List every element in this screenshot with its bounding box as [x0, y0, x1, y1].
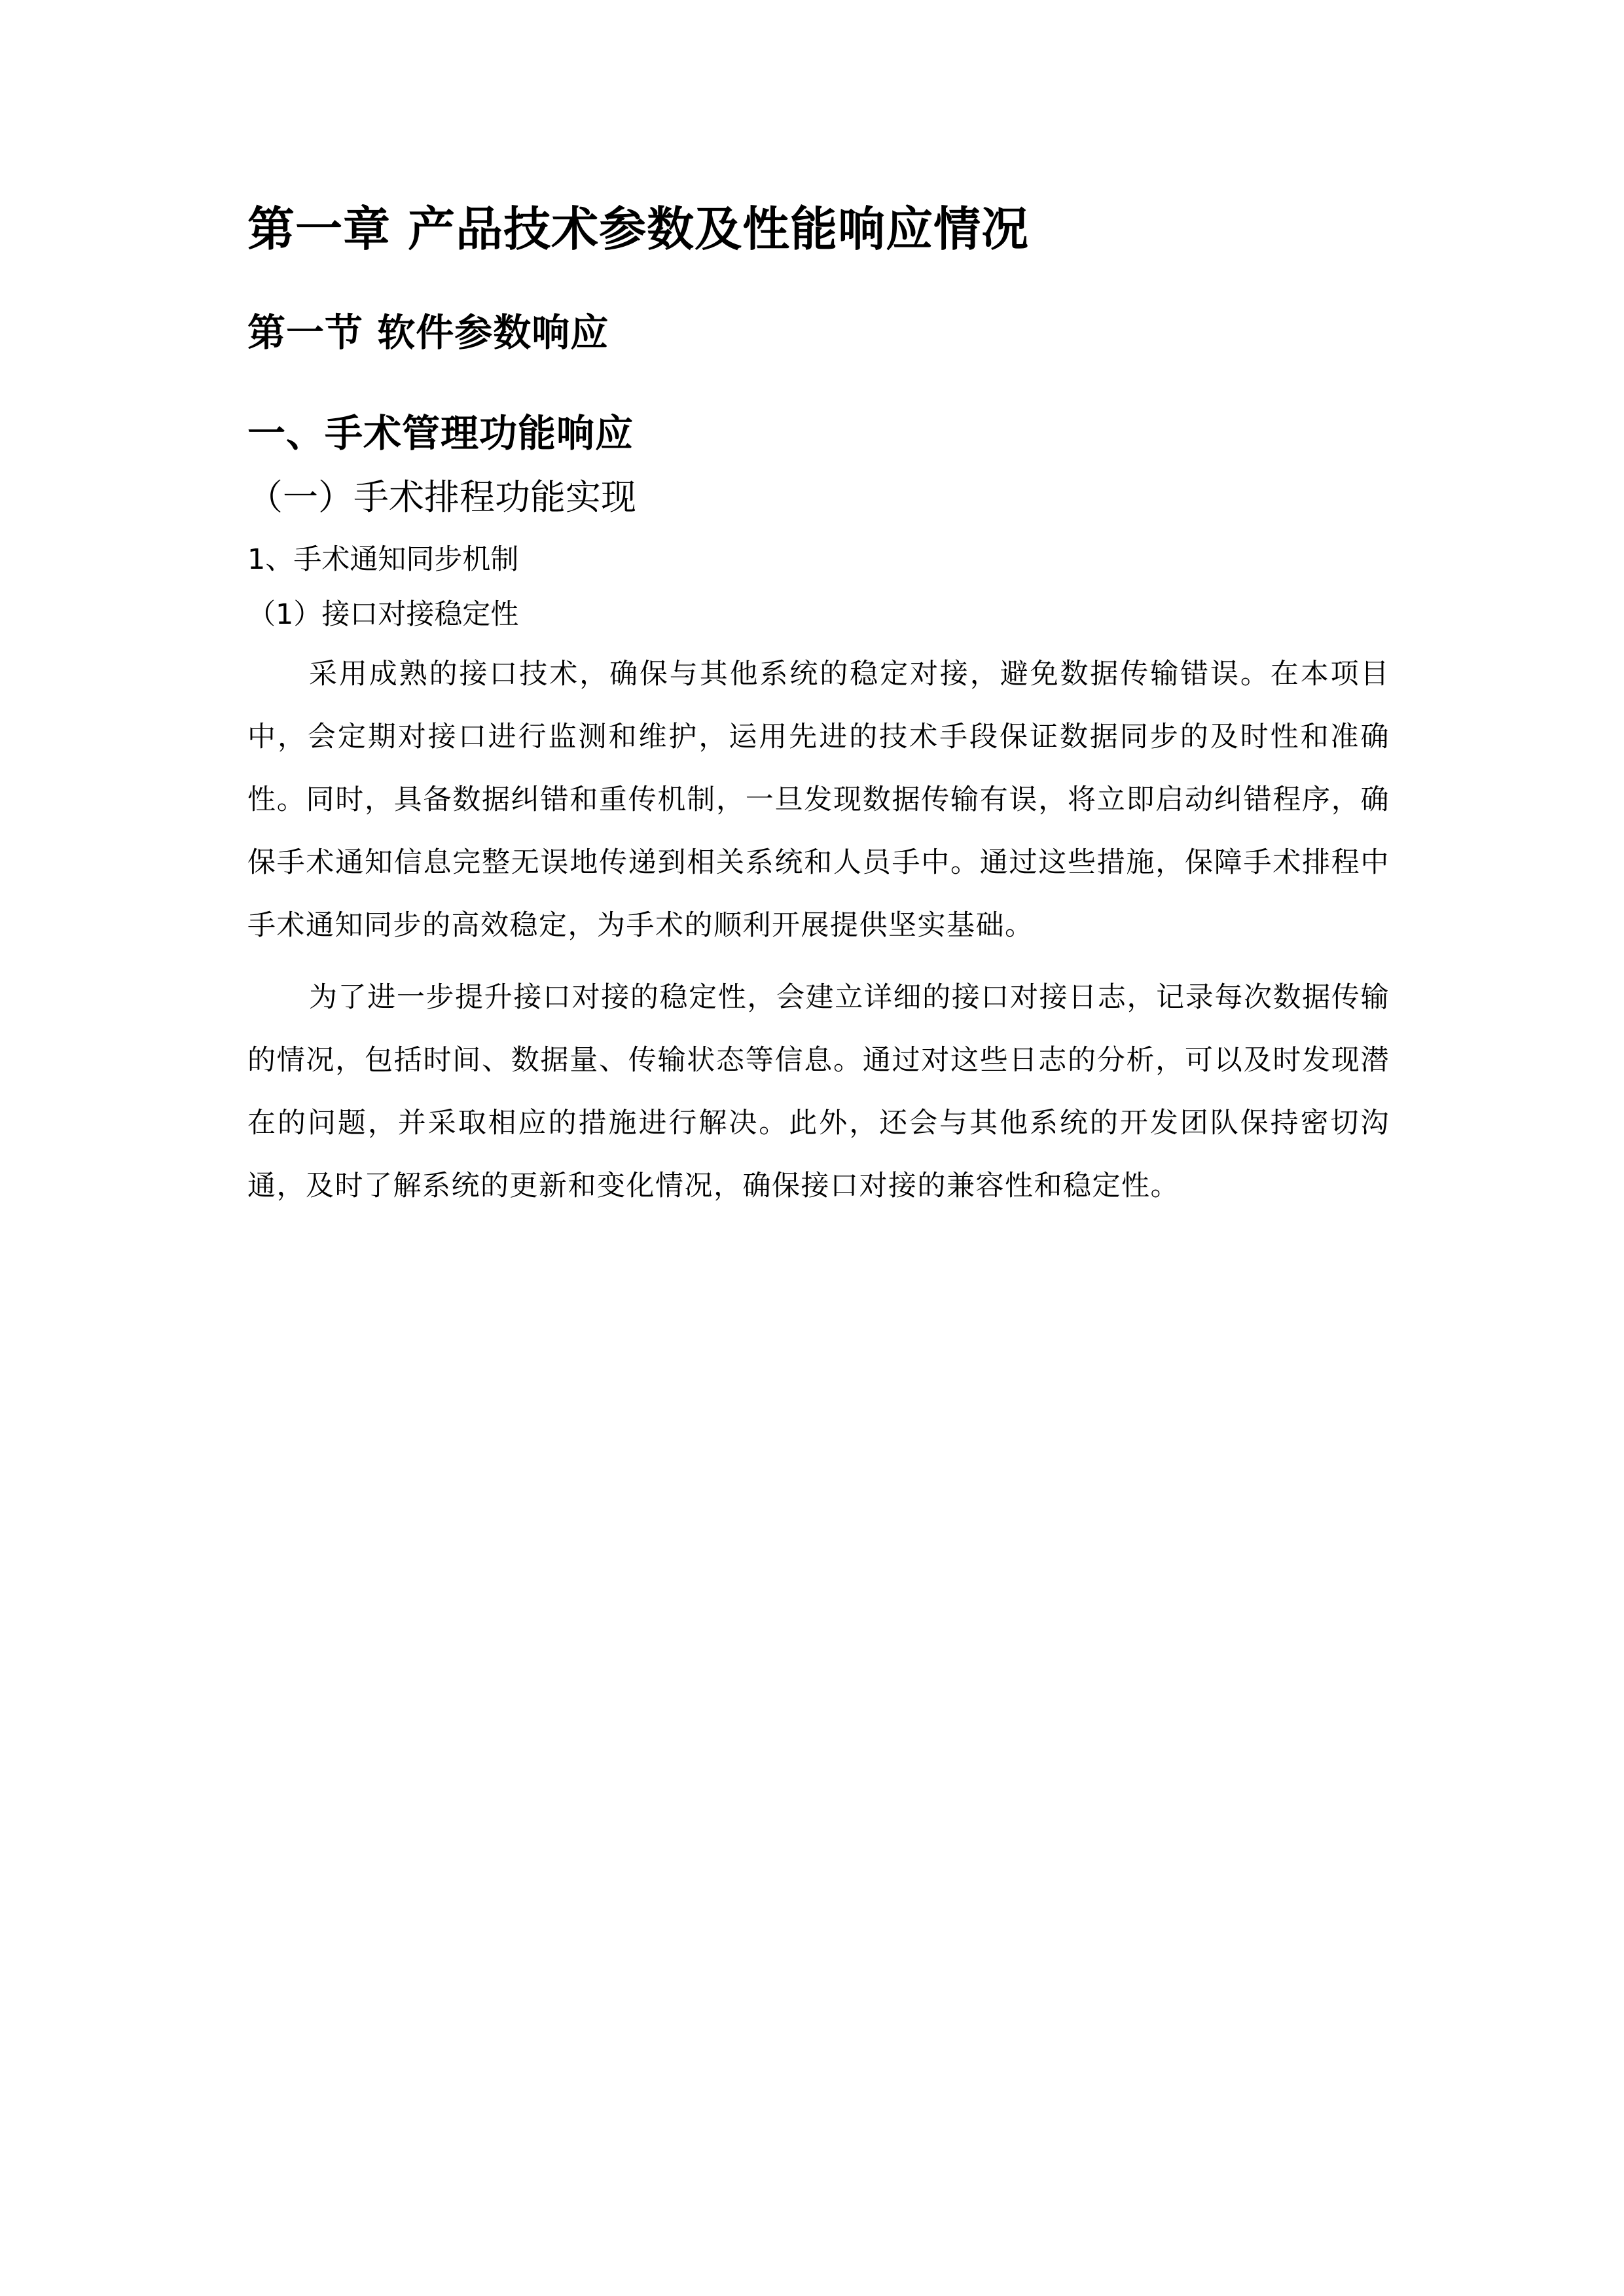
body-paragraph: 采用成熟的接口技术，确保与其他系统的稳定对接，避免数据传输错误。在本项目中，会定期对接口进行监测和维护，运用先进的技术手段保证数据同步的及时性和准确性。同时，具备数据纠错和重传机制，一旦发现数据传输有误，将立即启动纠错程序，确保手术通知信息完整无误地传递到相关系统和人员手中。通过这些措施，保障手术排程中手术通知同步的高效稳定，为手术的顺利开展提供坚实基础。: [247, 658, 1390, 942]
sub-item-title: （1）接口对接稳定性: [247, 598, 519, 631]
document-body: [247, 196, 1390, 1227]
item-title: 1、手术通知同步机制: [247, 543, 519, 576]
chapter-title: 第一章 产品技术参数及性能响应情况: [247, 202, 1030, 257]
body-paragraph: 为了进一步提升接口对接的稳定性，会建立详细的接口对接日志，记录每次数据传输的情况，包括时间、数据量、传输状态等信息。通过对这些日志的分析，可以及时发现潜在的问题，并采取相应的措施进行解决。此外，还会与其他系统的开发团队保持密切沟通，及时了解系统的更新和变化情况，确保接口对接的兼容性和稳定性。: [247, 981, 1390, 1202]
section-title: 第一节 软件参数响应: [247, 310, 609, 355]
subsection-title: 一、手术管理功能响应: [247, 411, 634, 456]
sub-subsection-title: （一）手术排程功能实现: [247, 476, 636, 518]
